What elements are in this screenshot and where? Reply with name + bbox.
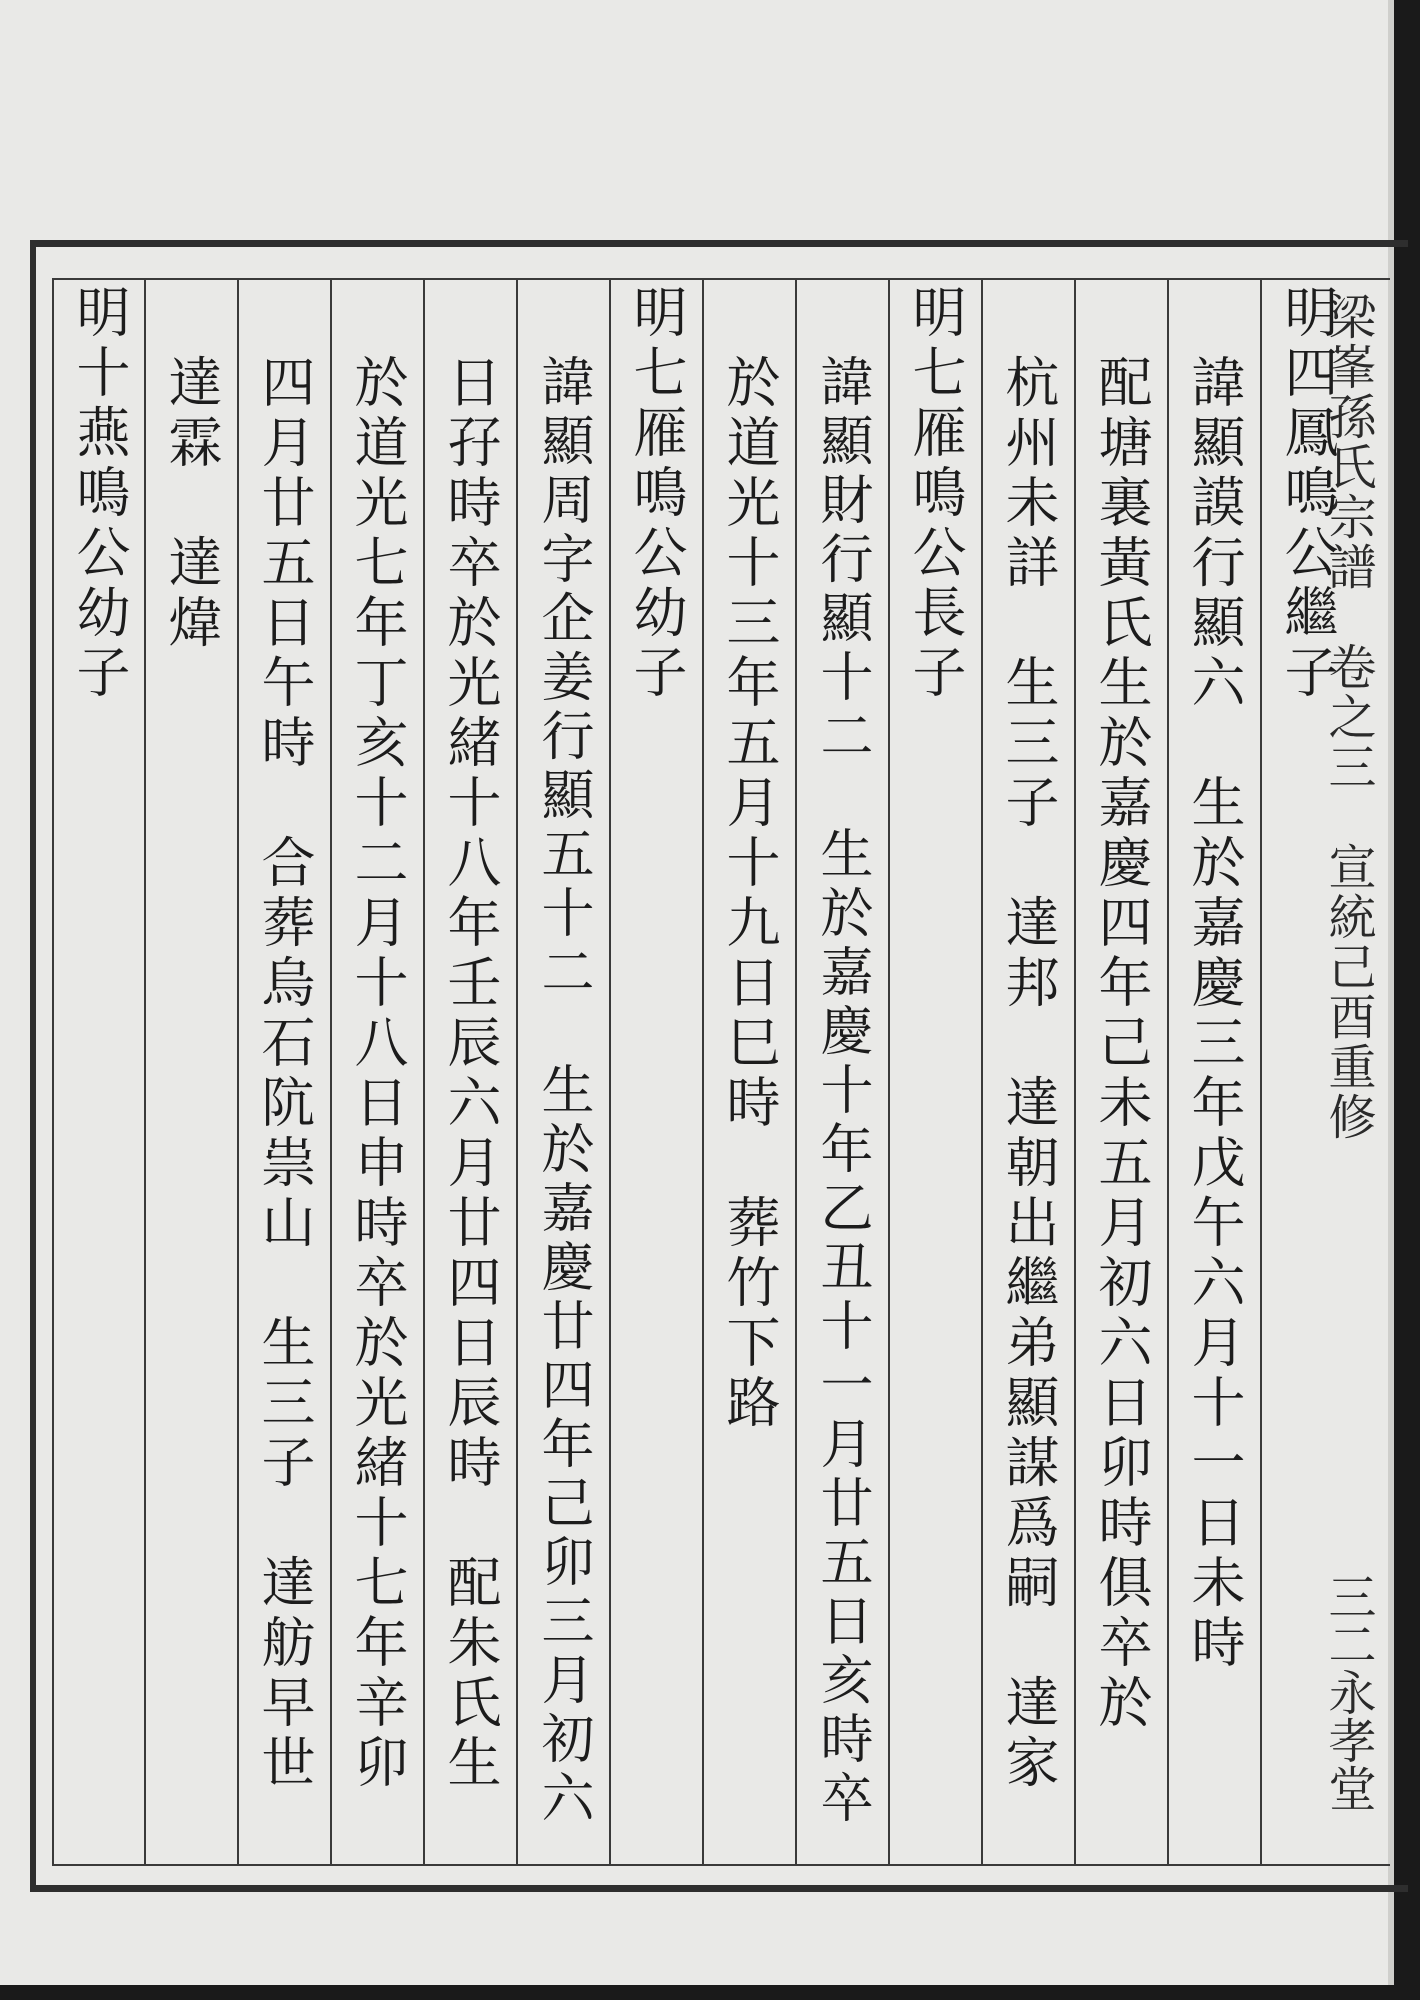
text-column-10 (423, 278, 516, 1866)
text-column-3 (1074, 278, 1167, 1866)
text-column-2 (1167, 278, 1260, 1866)
column-text: 達霖 達煒 (160, 354, 223, 654)
text-column-11 (330, 278, 423, 1866)
column-text: 明四鳳鳴公繼子 (1276, 284, 1339, 704)
text-column-9 (516, 278, 609, 1866)
text-column-7 (702, 278, 795, 1866)
page-number: 三二永孝堂 (1320, 1572, 1376, 1812)
book-title: 梁峯孫氏宗譜 卷之三 宣統己酉重修 (1320, 292, 1376, 1142)
column-text: 諱顯周字企姜行顯五十二 生於嘉慶廿四年己卯三月初六 (533, 354, 594, 1829)
text-column-12 (237, 278, 330, 1866)
text-column-4 (981, 278, 1074, 1866)
column-text: 杭州未詳 生三子 達邦 達朝出繼弟顯謀爲嗣 達家 (997, 354, 1060, 1794)
column-text: 四月廿五日午時 合葬烏石阬祟山 生三子 達舫早世 (253, 354, 316, 1794)
column-text: 明十燕鳴公幼子 (68, 284, 131, 704)
column-text: 明七雁鳴公幼子 (625, 284, 688, 704)
column-text: 日孖時卒於光緒十八年壬辰六月廿四日辰時 配朱氏生 (439, 354, 502, 1794)
text-column-1 (1260, 278, 1353, 1866)
column-text: 明七雁鳴公長子 (904, 284, 967, 704)
column-text: 於道光七年丁亥十二月十八日申時卒於光緒十七年辛卯 (346, 354, 409, 1794)
text-column-5 (888, 278, 981, 1866)
text-column-6 (795, 278, 888, 1866)
text-column-14 (52, 278, 145, 1866)
text-column-8 (609, 278, 702, 1866)
column-text: 諱顯謨行顯六 生於嘉慶三年戊午六月十一日未時 (1183, 354, 1246, 1674)
column-text: 諱顯財行顯十二 生於嘉慶十年乙丑十一月廿五日亥時卒 (812, 354, 873, 1829)
text-column-13 (144, 278, 237, 1866)
column-text: 於道光十三年五月十九日巳時 葬竹下路 (718, 354, 781, 1434)
column-text: 配塘裏黃氏生於嘉慶四年己未五月初六日卯時俱卒於 (1090, 354, 1153, 1734)
